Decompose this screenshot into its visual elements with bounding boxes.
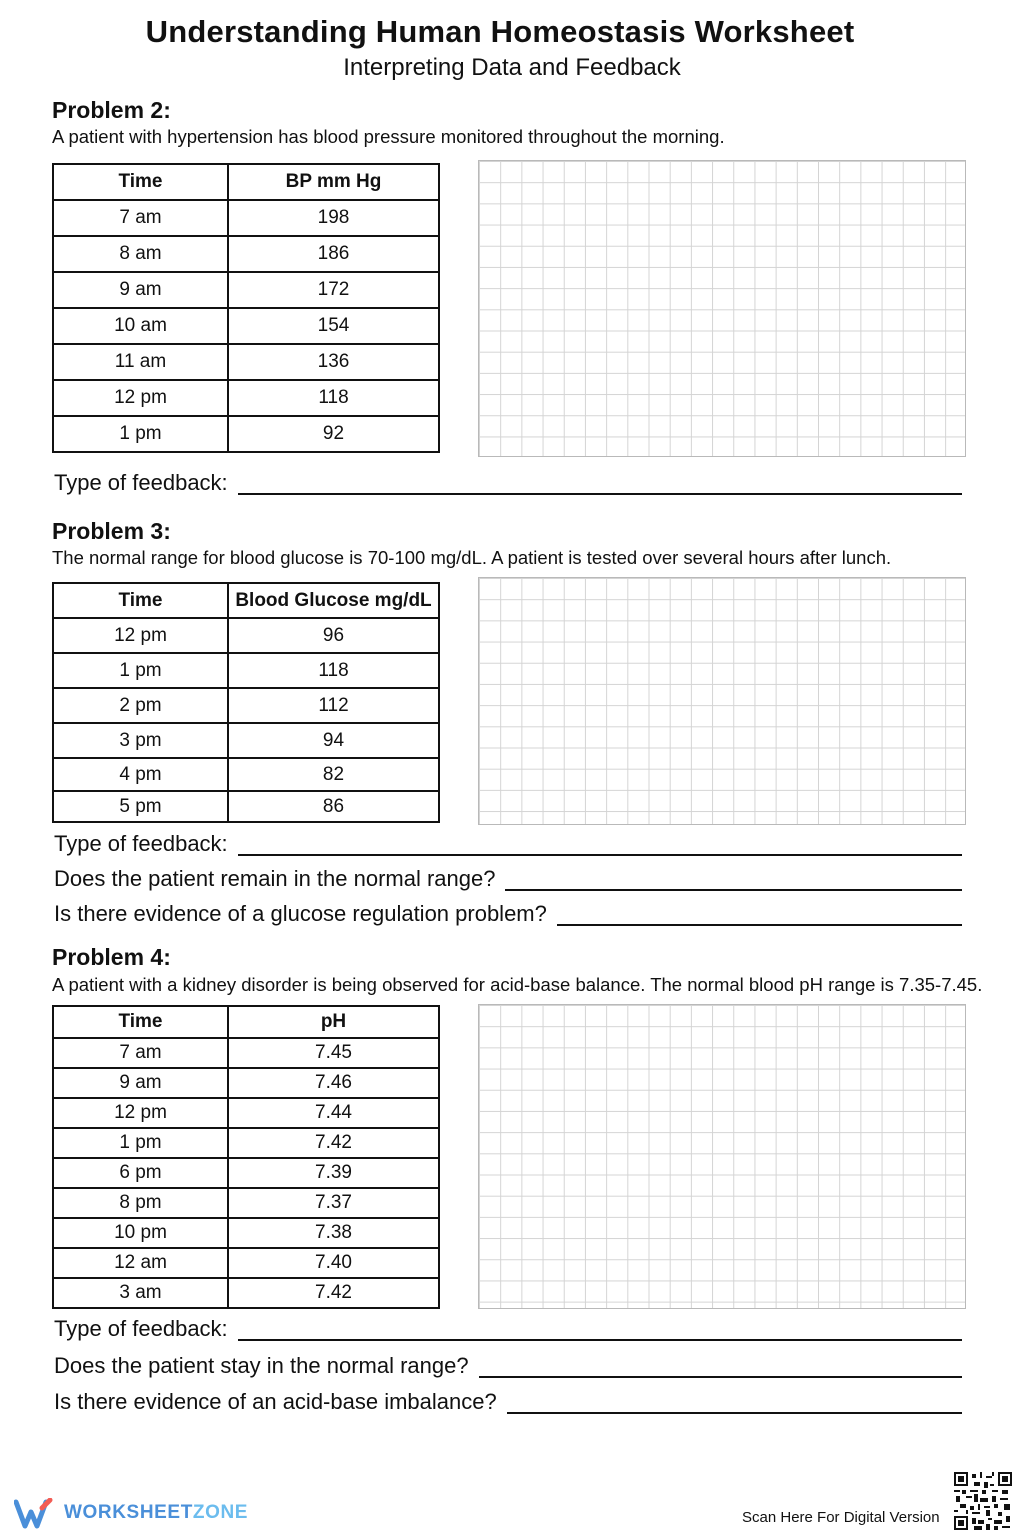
table-row: [53, 1248, 439, 1278]
column-header-time: Time: [53, 583, 228, 618]
table-row: [53, 272, 439, 308]
table-header-row: [53, 1006, 439, 1038]
time-cell: 1 pm: [53, 1128, 228, 1158]
table-row: [53, 1218, 439, 1248]
table-row: [53, 1188, 439, 1218]
brand-accent: ZONE: [192, 1502, 249, 1523]
brand-name[interactable]: [64, 1502, 248, 1524]
qr-code-icon[interactable]: [954, 1472, 1012, 1530]
value-cell: 7.42: [228, 1128, 439, 1158]
column-header-ph: pH: [228, 1006, 439, 1038]
time-cell: 4 pm: [53, 758, 228, 791]
value-cell: 7.42: [228, 1278, 439, 1308]
value-cell: 112: [228, 688, 439, 723]
question-normal-range-p4: [54, 1353, 962, 1379]
question-label: Does the patient remain in the normal range?: [54, 866, 496, 891]
time-cell: 7 am: [53, 1038, 228, 1068]
time-cell: 11 am: [53, 344, 228, 380]
table-row: [53, 1278, 439, 1308]
worksheet-title: Understanding Human Homeostasis Worksheet: [145, 14, 855, 49]
answer-line[interactable]: [557, 923, 962, 926]
value-cell: 7.40: [228, 1248, 439, 1278]
time-cell: 12 am: [53, 1248, 228, 1278]
graph-grid-problem-2[interactable]: [478, 160, 966, 457]
time-cell: 10 am: [53, 308, 228, 344]
value-cell: 7.39: [228, 1158, 439, 1188]
problem-3-description: The normal range for blood glucose is 70-100 mg/dL. A patient is tested over several hours after lunch.: [52, 547, 892, 568]
problem-4-heading: Problem 4:: [52, 944, 171, 970]
column-header-glucose: Blood Glucose mg/dL: [228, 583, 439, 618]
graph-grid-problem-3[interactable]: [478, 577, 966, 825]
table-row: [53, 618, 439, 653]
table-row: [53, 308, 439, 344]
value-cell: 96: [228, 618, 439, 653]
answer-line[interactable]: [507, 1411, 962, 1414]
table-row: [53, 688, 439, 723]
table-row: [53, 236, 439, 272]
value-cell: 172: [228, 272, 439, 308]
ph-data-table: [52, 1005, 440, 1309]
worksheetzone-logo-icon[interactable]: [14, 1498, 56, 1530]
table-row: [53, 653, 439, 688]
value-cell: 94: [228, 723, 439, 758]
question-feedback-type-p2: [54, 470, 962, 496]
value-cell: 7.46: [228, 1068, 439, 1098]
table-row: [53, 1038, 439, 1068]
column-header-bp: BP mm Hg: [228, 164, 439, 200]
problem-2-description: A patient with hypertension has blood pressure monitored throughout the morning.: [52, 126, 725, 147]
question-acid-base-p4: [54, 1389, 962, 1415]
value-cell: 7.44: [228, 1098, 439, 1128]
value-cell: 86: [228, 791, 439, 822]
problem-2-heading: Problem 2:: [52, 97, 171, 123]
value-cell: 7.37: [228, 1188, 439, 1218]
table-row: [53, 1158, 439, 1188]
question-feedback-type-p4: [54, 1316, 962, 1342]
table-row: [53, 1068, 439, 1098]
brand-main: WORKSHEET: [64, 1502, 193, 1523]
time-cell: 1 pm: [53, 653, 228, 688]
value-cell: 82: [228, 758, 439, 791]
time-cell: 9 am: [53, 1068, 228, 1098]
column-header-time: Time: [53, 164, 228, 200]
question-label: Type of feedback:: [54, 470, 228, 495]
value-cell: 154: [228, 308, 439, 344]
table-row: [53, 723, 439, 758]
problem-3-heading: Problem 3:: [52, 518, 171, 544]
table-row: [53, 1128, 439, 1158]
time-cell: 12 pm: [53, 618, 228, 653]
value-cell: 7.38: [228, 1218, 439, 1248]
value-cell: 186: [228, 236, 439, 272]
table-row: [53, 416, 439, 452]
value-cell: 7.45: [228, 1038, 439, 1068]
time-cell: 6 pm: [53, 1158, 228, 1188]
table-row: [53, 1098, 439, 1128]
time-cell: 5 pm: [53, 791, 228, 822]
answer-line[interactable]: [505, 888, 962, 891]
answer-line[interactable]: [238, 1338, 962, 1341]
answer-line[interactable]: [479, 1375, 962, 1378]
time-cell: 12 pm: [53, 1098, 228, 1128]
question-glucose-problem-p3: [54, 901, 962, 927]
question-label: Is there evidence of an acid-base imbalance?: [54, 1389, 497, 1414]
question-label: Does the patient stay in the normal range?: [54, 1353, 469, 1378]
table-row: [53, 791, 439, 822]
problem-4-description: A patient with a kidney disorder is being observed for acid-base balance. The normal blood pH range is 7.35-7.45.: [52, 974, 983, 995]
value-cell: 118: [228, 653, 439, 688]
time-cell: 8 pm: [53, 1188, 228, 1218]
graph-grid-problem-4[interactable]: [478, 1004, 966, 1309]
answer-line[interactable]: [238, 853, 962, 856]
table-header-row: [53, 583, 439, 618]
table-row: [53, 200, 439, 236]
question-label: Type of feedback:: [54, 1316, 228, 1341]
value-cell: 118: [228, 380, 439, 416]
time-cell: 10 pm: [53, 1218, 228, 1248]
time-cell: 3 am: [53, 1278, 228, 1308]
time-cell: 9 am: [53, 272, 228, 308]
table-header-row: [53, 164, 439, 200]
glucose-data-table: [52, 582, 440, 823]
time-cell: 1 pm: [53, 416, 228, 452]
table-row: [53, 758, 439, 791]
question-normal-range-p3: [54, 866, 962, 892]
question-label: Is there evidence of a glucose regulation problem?: [54, 901, 547, 926]
value-cell: 136: [228, 344, 439, 380]
answer-line[interactable]: [238, 492, 962, 495]
question-feedback-type-p3: [54, 831, 962, 857]
time-cell: 7 am: [53, 200, 228, 236]
question-label: Type of feedback:: [54, 831, 228, 856]
scan-caption: Scan Here For Digital Version: [742, 1509, 940, 1526]
time-cell: 3 pm: [53, 723, 228, 758]
column-header-time: Time: [53, 1006, 228, 1038]
value-cell: 198: [228, 200, 439, 236]
time-cell: 12 pm: [53, 380, 228, 416]
value-cell: 92: [228, 416, 439, 452]
table-row: [53, 380, 439, 416]
table-row: [53, 344, 439, 380]
time-cell: 2 pm: [53, 688, 228, 723]
time-cell: 8 am: [53, 236, 228, 272]
bp-data-table: [52, 163, 440, 453]
worksheet-subtitle: Interpreting Data and Feedback: [343, 54, 681, 81]
